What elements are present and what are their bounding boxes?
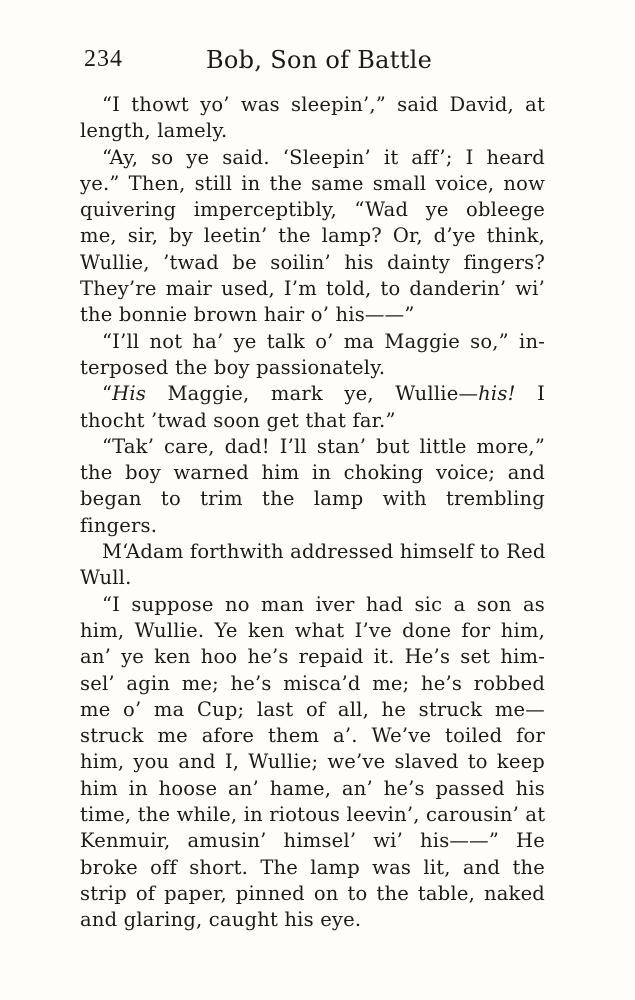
text-run: I (515, 382, 545, 406)
body-text (80, 92, 545, 934)
text-line: “I thowt yo’ was sleepin’,” said David, at (102, 93, 545, 116)
text-line: me o’ ma Cup; last of all, he struck me— (80, 697, 545, 721)
text-line: sel’ agin me; he’s misca’d me; he’s robbed (80, 671, 545, 695)
text-line: “I suppose no man iver had sic a son as (102, 592, 545, 616)
text-line: Kenmuir, amusin’ himsel’ wi’ his——” He (80, 829, 545, 853)
italic-text: His (112, 382, 147, 406)
text-line: quivering imperceptibly, “Wad ye obleege (80, 198, 545, 222)
text-line: thocht ’twad soon get that far.” (80, 408, 396, 432)
text-line: and glaring, caught his eye. (80, 908, 362, 932)
italic-text: his! (478, 382, 516, 406)
text-line: ye.” Then, still in the same small voice, now (80, 171, 545, 195)
text-line: the bonnie brown hair o’ his——” (80, 303, 415, 327)
text-line: an’ ye ken hoo he’s repaid it. He’s set him- (80, 645, 545, 669)
text-run: “ (102, 382, 113, 406)
page-header (80, 44, 560, 80)
text-run: Maggie, mark ye, Wullie— (146, 382, 479, 406)
text-line (80, 381, 545, 407)
text-line: They’re mair used, I’m told, to danderin’ wi’ (80, 277, 545, 301)
text-line: me, sir, by leetin’ the lamp? Or, d’ye think, (80, 224, 545, 248)
running-title: Bob, Son of Battle (206, 46, 433, 74)
text-line: terposed the boy passionately. (80, 355, 386, 379)
text-line: began to trim the lamp with trembling (80, 487, 545, 511)
text-line: him, you and I, Wullie; we’ve slaved to keep (80, 750, 545, 774)
text-line: Wullie, ’twad be soilin’ his dainty fingers? (80, 250, 545, 274)
text-line: him in hoose an’ hame, an’ he’s passed his (80, 776, 545, 800)
text-line: strip of paper, pinned on to the table, naked (80, 881, 545, 905)
text-line: struck me afore them a’. We’ve toiled for (80, 724, 545, 748)
text-line: “I’ll not ha’ ye talk o’ ma Maggie so,” in- (102, 329, 545, 353)
text-line: “Ay, so ye said. ‘Sleepin’ it aff’; I heard (102, 145, 545, 169)
text-line: the boy warned him in choking voice; and (80, 461, 545, 485)
text-line: him, Wullie. Ye ken what I’ve done for him, (80, 618, 545, 642)
text-line: time, the while, in riotous leevin’, carousin’ at (80, 803, 546, 827)
text-line: broke off short. The lamp was lit, and the (80, 855, 545, 879)
text-line: Wull. (80, 566, 132, 590)
text-line: fingers. (80, 513, 158, 537)
text-line: M‘Adam forthwith addressed himself to Red (102, 540, 546, 564)
page-number: 234 (84, 46, 123, 72)
text-line: “Tak’ care, dad! I’ll stan’ but little more,” (102, 434, 545, 458)
text-line: length, lamely. (80, 119, 228, 143)
